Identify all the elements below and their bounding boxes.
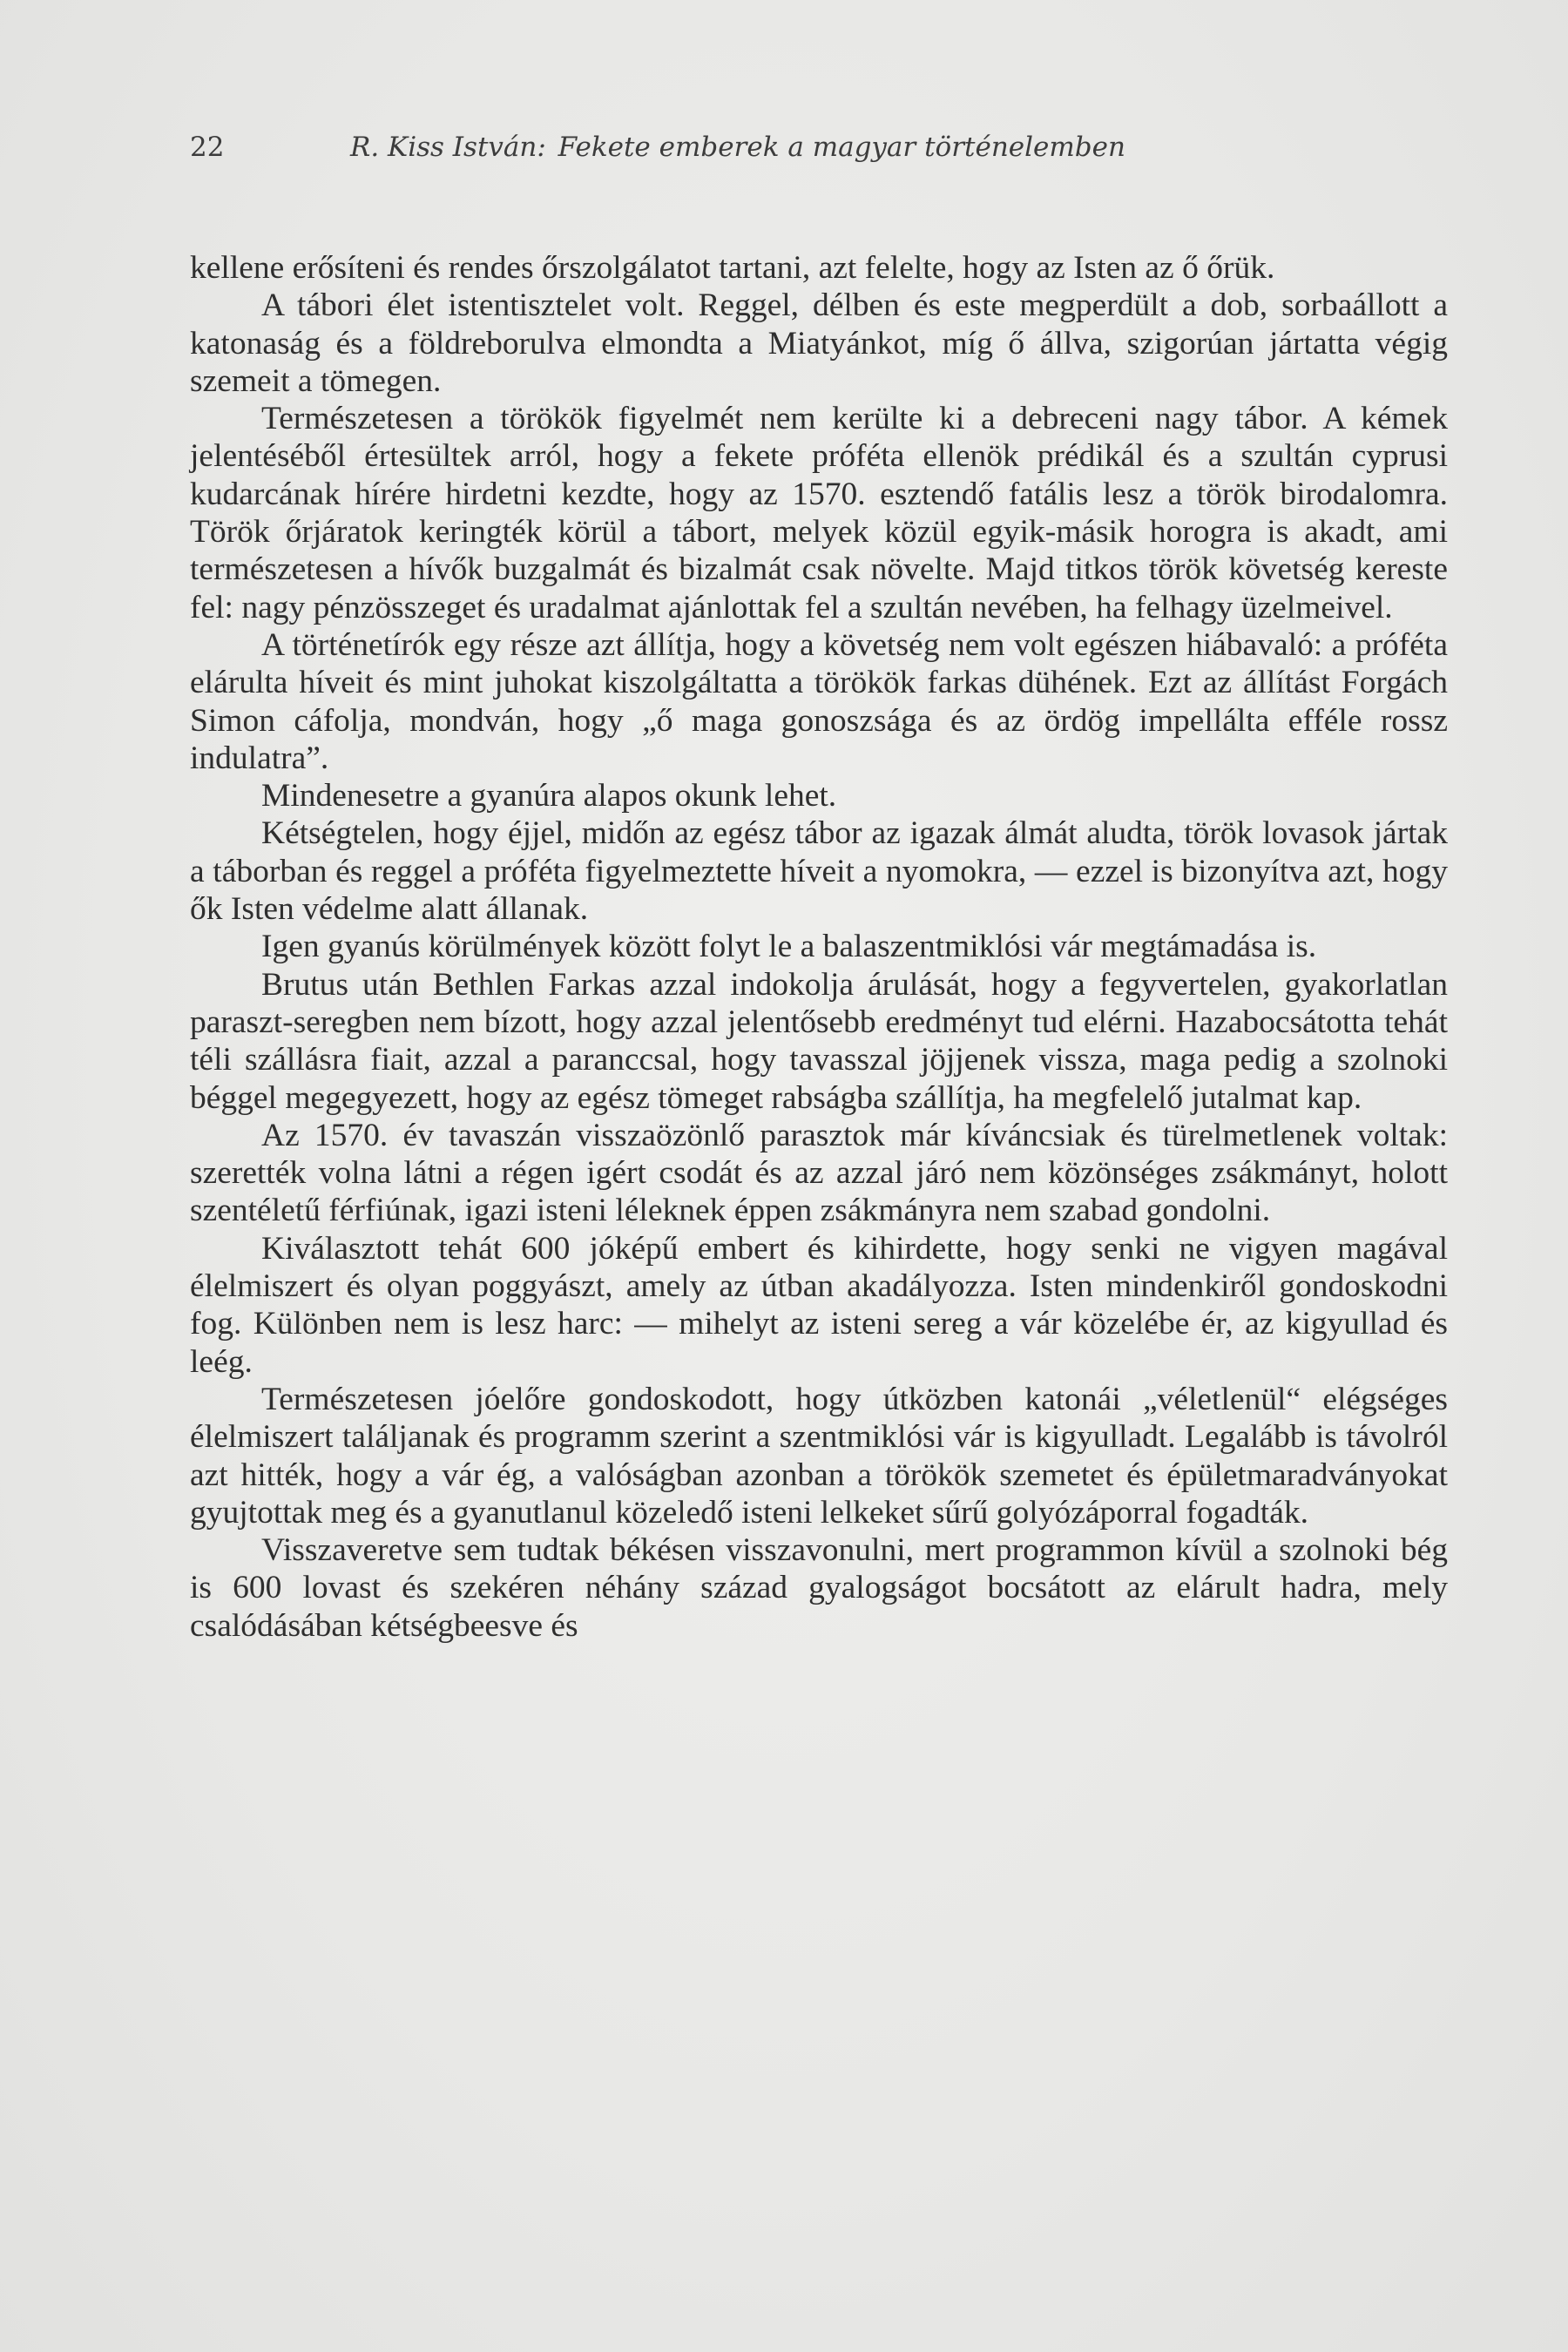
paragraph: kellene erősíteni és rendes őrszolgálatot tartani, azt felelte, hogy az Isten az ő őrük.	[190, 250, 1275, 286]
paragraph: Igen gyanús körülmények között folyt le a balaszentmiklósi vár megtámadása is.	[261, 929, 1317, 965]
paragraph: Mindenesetre a gyanúra alapos okunk lehet.	[261, 778, 837, 814]
running-head-title: Fekete emberek a magyar történelemben	[558, 132, 1125, 163]
paragraph: A tábori élet istentisztelet volt. Reggel, délben és este megperdült a dob, sorbaállott a katonaság és a földreborulva elmondta a Miatyánkot, míg ő állva, szigorúan jártatta végig szemeit a tömegen.	[190, 287, 1448, 399]
page-number: 22	[190, 132, 225, 163]
running-head	[190, 127, 1453, 167]
paragraph: A történetírók egy része azt állítja, hogy a követség nem volt egészen hiábavaló: a próféta elárulta híveit és mint juhokat kiszolgáltatta a törökök farkas dühének. Ezt az állítást Forgách Simon cáfolja, mondván, hogy „ő maga gonoszsága és az ördög impellálta efféle rossz indulatra”.	[190, 626, 1448, 776]
body-text	[190, 249, 1448, 1645]
paragraph: Az 1570. év tavaszán visszaözönlő parasztok már kíváncsiak és türelmetlenek voltak: szerették volna látni a régen igért csodát és az azzal járó nem közönséges zsákmányt, holott szentéletű férfiúnak, igazi isteni léleknek éppen zsákmányra nem szabad gondolni.	[190, 1117, 1448, 1229]
paragraph: Természetesen jóelőre gondoskodott, hogy útközben katonái „véletlenül“ elégséges élelmiszert találjanak és programm szerint a szentmiklósi vár is kigyulladt. Legalább is távolról azt hitték, hogy a vár ég, a valóságban azonban a törökök szemetet és épületmaradványokat gyujtottak meg és a gyanutlanul közeledő isteni lelkeket sűrű golyózáporral fogadták.	[190, 1381, 1448, 1531]
paragraph: Brutus után Bethlen Farkas azzal indokolja árulását, hogy a fegyvertelen, gyakorlatlan paraszt-seregben nem bízott, hogy azzal jelentősebb eredményt tud elérni. Hazabocsátotta tehát téli szállásra fiait, azzal a paranccsal, hogy tavasszal jöjjenek vissza, maga pedig a szolnoki béggel megegyezett, hogy az egész tömeget rabságba szállítja, ha megfelelő jutalmat kap.	[190, 966, 1448, 1116]
paragraph: Visszaveretve sem tudtak békésen visszavonulni, mert programmon kívül a szolnoki bég is 600 lovast és szekéren néhány század gyalogságot bocsátott az elárult hadra, mely csalódásában kétségbeesve és	[190, 1532, 1448, 1644]
running-head-author: R. Kiss István:	[350, 132, 546, 163]
paragraph: Kiválasztott tehát 600 jóképű embert és kihirdette, hogy senki ne vigyen magával élelmiszert és olyan poggyászt, amely az útban akadályozza. Isten mindenkiről gondoskodni fog. Különben nem is lesz harc: — mihelyt az isteni sereg a vár közelébe ér, az kigyullad és leég.	[190, 1230, 1448, 1380]
paragraph: Kétségtelen, hogy éjjel, midőn az egész tábor az igazak álmát aludta, török lovasok jártak a táborban és reggel a próféta figyelmeztette híveit a nyomokra, — ezzel is bizonyítva azt, hogy ők Isten védelme alatt állanak.	[190, 815, 1448, 928]
paragraph: Természetesen a törökök figyelmét nem kerülte ki a debreceni nagy tábor. A kémek jelentéséből értesültek arról, hogy a fekete próféta ellenök prédikál és a szultán cyprusi kudarcának hírére hirdetni kezdte, hogy az 1570. esztendő fatális lesz a török birodalomra. Török őrjáratok keringték körül a tábort, melyek közül egyik-másik horogra is akadt, ami természetesen a hívők buzgalmát és bizalmát csak növelte. Majd titkos török követség kereste fel: nagy pénzösszeget és uradalmat ajánlottak fel a szultán nevében, ha felhagy üzelmeivel.	[190, 401, 1448, 625]
